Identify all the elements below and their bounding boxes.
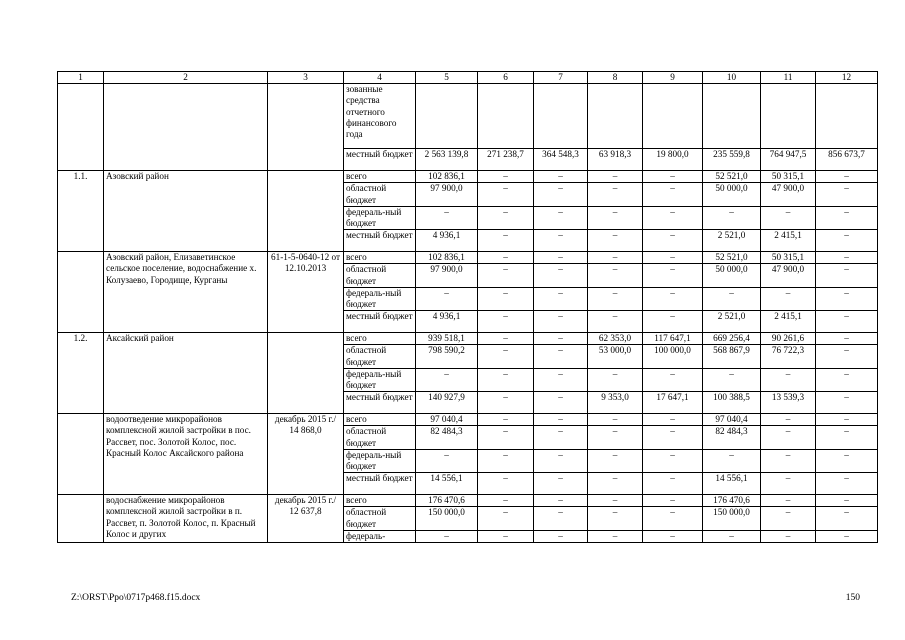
amount-cell: – — [478, 368, 534, 391]
amount-cell: – — [588, 449, 643, 472]
amount-cell: 2 563 139,8 — [416, 149, 478, 171]
amount-cell: – — [478, 473, 534, 495]
amount-cell: – — [534, 183, 588, 206]
amount-cell: – — [534, 287, 588, 310]
amount-cell: – — [761, 287, 816, 310]
funding-source-cell: областной бюджет — [344, 426, 416, 449]
amount-cell: – — [816, 206, 878, 229]
header-cell: 7 — [534, 72, 588, 84]
amount-cell: 50 315,1 — [761, 252, 816, 264]
funding-source-cell: местный бюджет — [344, 473, 416, 495]
amount-cell — [478, 84, 534, 149]
object-name-cell: Аксайский район — [104, 333, 268, 414]
amount-cell: – — [416, 206, 478, 229]
amount-cell: 117 647,1 — [643, 333, 703, 345]
amount-cell: – — [534, 252, 588, 264]
amount-cell: 2 521,0 — [703, 230, 761, 252]
amount-cell: – — [588, 495, 643, 507]
amount-cell: 856 673,7 — [816, 149, 878, 171]
amount-cell: – — [703, 449, 761, 472]
amount-cell: – — [761, 414, 816, 426]
amount-cell: – — [478, 287, 534, 310]
amount-cell: – — [478, 311, 534, 333]
funding-source-cell: областной бюджет — [344, 507, 416, 530]
amount-cell: – — [816, 495, 878, 507]
row-number-cell — [58, 252, 104, 333]
amount-cell: – — [703, 287, 761, 310]
amount-cell: – — [588, 230, 643, 252]
funding-source-cell: всего — [344, 252, 416, 264]
amount-cell: – — [478, 252, 534, 264]
amount-cell: – — [643, 473, 703, 495]
amount-cell: – — [534, 530, 588, 542]
amount-cell: – — [534, 230, 588, 252]
row-number-cell — [58, 495, 104, 543]
header-cell: 2 — [104, 72, 268, 84]
amount-cell: – — [588, 426, 643, 449]
header-cell: 3 — [268, 72, 344, 84]
funding-source-cell: всего — [344, 333, 416, 345]
amount-cell: – — [816, 392, 878, 414]
amount-cell: – — [816, 473, 878, 495]
amount-cell: – — [588, 507, 643, 530]
amount-cell: 82 484,3 — [703, 426, 761, 449]
amount-cell: – — [643, 264, 703, 287]
header-cell: 12 — [816, 72, 878, 84]
object-code-cell: 61-1-5-0640-12 от 12.10.2013 — [268, 252, 344, 333]
object-code-cell: декабрь 2015 г./ 14 868,0 — [268, 414, 344, 495]
funding-source-cell: всего — [344, 495, 416, 507]
amount-cell: – — [534, 311, 588, 333]
amount-cell: 52 521,0 — [703, 252, 761, 264]
funding-source-cell: местный бюджет — [344, 392, 416, 414]
amount-cell: – — [816, 264, 878, 287]
amount-cell: – — [816, 252, 878, 264]
amount-cell: 90 261,6 — [761, 333, 816, 345]
amount-cell: – — [534, 333, 588, 345]
amount-cell: – — [478, 206, 534, 229]
amount-cell — [588, 84, 643, 149]
amount-cell: – — [816, 171, 878, 183]
amount-cell: 235 559,8 — [703, 149, 761, 171]
amount-cell: 176 470,6 — [703, 495, 761, 507]
amount-cell: 2 415,1 — [761, 230, 816, 252]
table-row — [58, 495, 878, 507]
amount-cell: 764 947,5 — [761, 149, 816, 171]
funding-source-cell: местный бюджет — [344, 311, 416, 333]
amount-cell: 53 000,0 — [588, 345, 643, 368]
amount-cell: 798 590,2 — [416, 345, 478, 368]
amount-cell: 2 521,0 — [703, 311, 761, 333]
header-cell: 6 — [478, 72, 534, 84]
amount-cell: – — [643, 287, 703, 310]
amount-cell — [703, 84, 761, 149]
amount-cell: – — [478, 495, 534, 507]
funding-source-cell: местный бюджет — [344, 149, 416, 171]
funding-source-cell: федераль-ный бюджет — [344, 206, 416, 229]
amount-cell: – — [816, 368, 878, 391]
object-name-cell — [104, 84, 268, 171]
amount-cell: – — [588, 264, 643, 287]
amount-cell: – — [761, 368, 816, 391]
amount-cell: – — [534, 264, 588, 287]
table-row — [58, 414, 878, 426]
amount-cell: – — [416, 530, 478, 542]
budget-table — [57, 71, 878, 543]
amount-cell: 14 556,1 — [703, 473, 761, 495]
amount-cell: – — [643, 507, 703, 530]
amount-cell — [643, 84, 703, 149]
header-row — [58, 72, 878, 84]
object-code-cell: декабрь 2015 г./ 12 637,8 — [268, 495, 344, 543]
amount-cell: 52 521,0 — [703, 171, 761, 183]
amount-cell: – — [478, 449, 534, 472]
amount-cell: – — [478, 264, 534, 287]
amount-cell: 4 936,1 — [416, 311, 478, 333]
amount-cell: 13 539,3 — [761, 392, 816, 414]
amount-cell: 100 000,0 — [643, 345, 703, 368]
amount-cell: – — [588, 206, 643, 229]
amount-cell: – — [534, 507, 588, 530]
funding-source-cell: всего — [344, 414, 416, 426]
amount-cell: 100 388,5 — [703, 392, 761, 414]
amount-cell: – — [761, 507, 816, 530]
amount-cell: 140 927,9 — [416, 392, 478, 414]
amount-cell: 50 000,0 — [703, 183, 761, 206]
amount-cell: – — [761, 473, 816, 495]
amount-cell: – — [588, 414, 643, 426]
amount-cell: – — [534, 473, 588, 495]
amount-cell: 82 484,3 — [416, 426, 478, 449]
header-cell: 9 — [643, 72, 703, 84]
funding-source-cell: областной бюджет — [344, 345, 416, 368]
table-row — [58, 333, 878, 345]
amount-cell: – — [816, 449, 878, 472]
amount-cell: – — [534, 495, 588, 507]
amount-cell: – — [643, 495, 703, 507]
amount-cell: 102 836,1 — [416, 252, 478, 264]
amount-cell: 50 315,1 — [761, 171, 816, 183]
amount-cell: – — [588, 368, 643, 391]
footer-file-path: Z:\ORST\Ppo\0717p468.f15.docx — [71, 593, 201, 603]
amount-cell: – — [588, 530, 643, 542]
amount-cell: – — [816, 414, 878, 426]
amount-cell: 19 800,0 — [643, 149, 703, 171]
amount-cell: – — [643, 368, 703, 391]
amount-cell: – — [478, 392, 534, 414]
page-number: 150 — [845, 593, 860, 603]
amount-cell: 62 353,0 — [588, 333, 643, 345]
amount-cell: – — [816, 530, 878, 542]
amount-cell: – — [478, 183, 534, 206]
header-cell: 4 — [344, 72, 416, 84]
amount-cell: 97 900,0 — [416, 183, 478, 206]
header-cell: 10 — [703, 72, 761, 84]
amount-cell: – — [534, 414, 588, 426]
amount-cell: – — [588, 252, 643, 264]
amount-cell: – — [643, 426, 703, 449]
amount-cell: – — [416, 368, 478, 391]
amount-cell: – — [534, 206, 588, 229]
amount-cell: – — [534, 345, 588, 368]
amount-cell: – — [416, 449, 478, 472]
funding-source-cell: местный бюджет — [344, 230, 416, 252]
amount-cell: – — [643, 230, 703, 252]
amount-cell: – — [761, 206, 816, 229]
amount-cell: 271 238,7 — [478, 149, 534, 171]
amount-cell: – — [478, 530, 534, 542]
amount-cell: – — [761, 426, 816, 449]
funding-source-cell: федераль-ный бюджет — [344, 449, 416, 472]
amount-cell: 669 256,4 — [703, 333, 761, 345]
amount-cell: 76 722,3 — [761, 345, 816, 368]
funding-source-cell: федераль-ный бюджет — [344, 368, 416, 391]
amount-cell: – — [816, 507, 878, 530]
amount-cell: – — [643, 183, 703, 206]
amount-cell: – — [588, 171, 643, 183]
amount-cell: 102 836,1 — [416, 171, 478, 183]
amount-cell: – — [588, 183, 643, 206]
object-code-cell — [268, 171, 344, 252]
header-cell: 5 — [416, 72, 478, 84]
funding-source-cell: федераль-ный бюджет — [344, 287, 416, 310]
amount-cell: 17 647,1 — [643, 392, 703, 414]
row-number-cell: 1.2. — [58, 333, 104, 414]
object-name-cell: Азовский район — [104, 171, 268, 252]
amount-cell: – — [816, 230, 878, 252]
amount-cell: – — [643, 171, 703, 183]
amount-cell: – — [588, 473, 643, 495]
amount-cell: – — [816, 311, 878, 333]
amount-cell: 4 936,1 — [416, 230, 478, 252]
amount-cell: 97 040,4 — [416, 414, 478, 426]
amount-cell: – — [816, 183, 878, 206]
funding-source-cell: федераль- — [344, 530, 416, 542]
amount-cell: 47 900,0 — [761, 264, 816, 287]
header-cell: 8 — [588, 72, 643, 84]
amount-cell: – — [588, 311, 643, 333]
object-name-cell: водоснабжение микрорайонов комплексной жилой застройки в п. Рассвет, п. Золотой Колос, п. Красный Колос и других — [104, 495, 268, 543]
object-code-cell — [268, 333, 344, 414]
amount-cell: – — [588, 287, 643, 310]
row-number-cell — [58, 414, 104, 495]
amount-cell: 939 518,1 — [416, 333, 478, 345]
amount-cell — [534, 84, 588, 149]
amount-cell: – — [816, 345, 878, 368]
amount-cell: 150 000,0 — [703, 507, 761, 530]
amount-cell: 176 470,6 — [416, 495, 478, 507]
amount-cell: – — [478, 345, 534, 368]
amount-cell: – — [643, 449, 703, 472]
amount-cell: – — [534, 368, 588, 391]
row-number-cell — [58, 84, 104, 171]
amount-cell: – — [478, 414, 534, 426]
amount-cell: 150 000,0 — [416, 507, 478, 530]
amount-cell: 2 415,1 — [761, 311, 816, 333]
amount-cell: 568 867,9 — [703, 345, 761, 368]
amount-cell — [416, 84, 478, 149]
row-number-cell: 1.1. — [58, 171, 104, 252]
amount-cell: – — [761, 449, 816, 472]
amount-cell: – — [478, 507, 534, 530]
amount-cell: – — [643, 414, 703, 426]
amount-cell: – — [478, 230, 534, 252]
amount-cell: – — [534, 171, 588, 183]
amount-cell: – — [703, 206, 761, 229]
amount-cell: – — [478, 333, 534, 345]
table-row — [58, 84, 878, 149]
amount-cell — [761, 84, 816, 149]
amount-cell: – — [643, 530, 703, 542]
object-name-cell: Азовский район, Елизаветинское сельское поселение, водоснабжение х. Колузаево, Городище, Курганы — [104, 252, 268, 333]
amount-cell: – — [816, 333, 878, 345]
funding-source-cell: областной бюджет — [344, 183, 416, 206]
amount-cell: – — [643, 311, 703, 333]
amount-cell: – — [534, 426, 588, 449]
amount-cell: – — [761, 495, 816, 507]
amount-cell: – — [643, 206, 703, 229]
header-cell: 1 — [58, 72, 104, 84]
amount-cell: – — [534, 449, 588, 472]
amount-cell: – — [816, 426, 878, 449]
amount-cell: – — [534, 392, 588, 414]
amount-cell: 63 918,3 — [588, 149, 643, 171]
header-cell: 11 — [761, 72, 816, 84]
amount-cell: – — [816, 287, 878, 310]
amount-cell: 97 900,0 — [416, 264, 478, 287]
amount-cell: – — [416, 287, 478, 310]
amount-cell: – — [643, 252, 703, 264]
funding-source-cell: всего — [344, 171, 416, 183]
amount-cell: 50 000,0 — [703, 264, 761, 287]
table-row — [58, 252, 878, 264]
object-code-cell — [268, 84, 344, 171]
object-name-cell: водоотведение микрорайонов комплексной жилой застройки в пос. Рассвет, пос. Золотой Колос, пос. Красный Колос Аксайского района — [104, 414, 268, 495]
amount-cell: 14 556,1 — [416, 473, 478, 495]
amount-cell: 364 548,3 — [534, 149, 588, 171]
amount-cell: 97 040,4 — [703, 414, 761, 426]
amount-cell: 9 353,0 — [588, 392, 643, 414]
amount-cell: – — [703, 368, 761, 391]
table-row — [58, 171, 878, 183]
funding-source-cell: зованные средства отчетного финансового года — [344, 84, 416, 149]
amount-cell: – — [478, 426, 534, 449]
amount-cell — [816, 84, 878, 149]
amount-cell: 47 900,0 — [761, 183, 816, 206]
amount-cell: – — [761, 530, 816, 542]
amount-cell: – — [703, 530, 761, 542]
amount-cell: – — [478, 171, 534, 183]
funding-source-cell: областной бюджет — [344, 264, 416, 287]
